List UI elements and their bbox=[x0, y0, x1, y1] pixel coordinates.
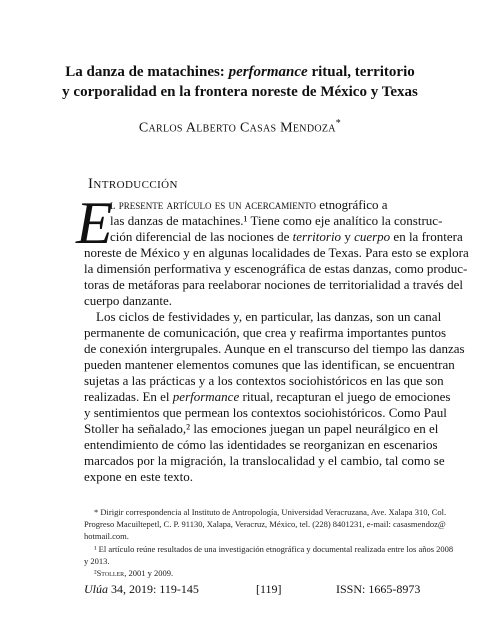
para2-line-6: realizadas. En el performance ritual, recapturan el juego de emociones bbox=[84, 389, 451, 404]
para2-line-1: Los ciclos de festividades y, en particular, las danzas, son un canal bbox=[96, 309, 442, 324]
article-title bbox=[40, 62, 440, 102]
para2-line-7: y sentimientos que permean los contextos sociohistóricos. Como Paul bbox=[84, 405, 447, 420]
journal-name: Ulúa bbox=[84, 582, 108, 596]
para2-line-9: entendimiento de cómo las identidades se reorganizan en escenarios bbox=[84, 437, 438, 452]
section-heading: Introducción bbox=[88, 176, 178, 192]
intro-line-6: toras de metáforas para reelaborar nociones de territorialidad a través del bbox=[84, 277, 463, 292]
title-emphasis: performance bbox=[228, 64, 308, 80]
intro-line-4: noreste de México y en algunas localidades de Texas. Para esto se explora bbox=[84, 245, 469, 260]
intro-line-3: ción diferencial de las nociones de territorio y cuerpo en la frontera bbox=[110, 229, 463, 244]
footnote-1-line-2: Progreso Macuiltepetl, C. P. 91130, Xalapa, Veracruz, México, tel. (228) 8401231, e-mail: casasmendoz@ bbox=[84, 519, 446, 529]
footnote-1-line-3: hotmail.com. bbox=[84, 531, 129, 541]
para2-line-11: expone en este texto. bbox=[84, 469, 194, 484]
author-name: Carlos Alberto Casas Mendoza* bbox=[138, 118, 342, 136]
intro-line-5: la dimensión performativa y escenográfica de estas danzas, como produc- bbox=[84, 261, 468, 276]
footnote-1-line-1: * Dirigir correspondencia al Instituto de Antropología, Universidad Veracruzana, Ave. Xalapa 310, Col. bbox=[94, 507, 447, 517]
intro-line-1: l presente artículo es un acercamiento etnográfico a bbox=[110, 197, 388, 212]
page-number: [119] bbox=[256, 582, 282, 596]
issn: ISSN: 1665-8973 bbox=[336, 582, 421, 596]
title-line-1: La danza de matachines: performance ritual, territorio bbox=[65, 64, 415, 80]
para2-line-10: marcados por la migración, la translocalidad y el cambio, tal como se bbox=[84, 453, 445, 468]
drop-cap: E bbox=[76, 190, 113, 256]
para2-line-2: permanente de comunicación, que crea y reafirma importantes puntos bbox=[84, 325, 447, 340]
footnote-2-line-2: y 2013. bbox=[84, 556, 110, 566]
para2-line-4: pueden mantener elementos comunes que las identifican, se encuentran bbox=[84, 357, 455, 372]
para2-line-8: Stoller ha señalado,² las emociones juegan un papel neurálgico en el bbox=[84, 421, 439, 436]
para2-line-3: de conexión intergrupales. Aunque en el transcurso del tiempo las danzas bbox=[84, 341, 465, 356]
footnote-2-line-1: ¹ El artículo reúne resultados de una investigación etnográfica y documental realizada entre los años 2008 bbox=[94, 544, 454, 554]
title-line-2: y corporalidad en la frontera noreste de México y Texas bbox=[62, 84, 418, 100]
footer-citation: Ulúa 34, 2019: 119-145 bbox=[84, 582, 199, 596]
intro-line-7: cuerpo danzante. bbox=[84, 293, 173, 308]
para2-line-5: sujetas a las prácticas y a los contextos sociohistóricos en las que son bbox=[84, 373, 444, 388]
footnote-3: ²Stoller, 2001 y 2009. bbox=[94, 568, 174, 578]
intro-line-2: las danzas de matachines.¹ Tiene como eje analítico la construc- bbox=[110, 213, 443, 228]
author-footnote-mark: * bbox=[335, 118, 342, 129]
